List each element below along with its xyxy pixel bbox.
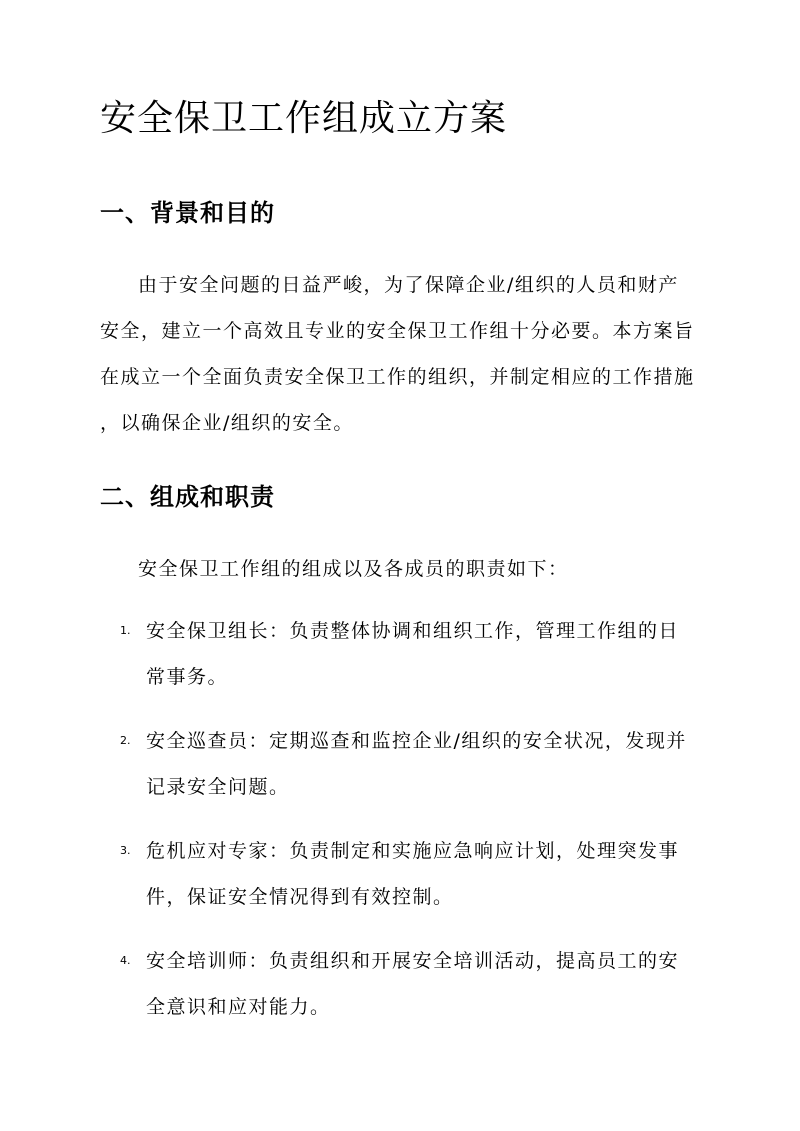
list-item-line: 安全保卫组长：负责整体协调和组织工作，管理工作组的日 [146, 620, 680, 642]
list-number: 2. [120, 734, 131, 747]
list-number: 4. [120, 954, 131, 967]
list-item [100, 718, 700, 810]
list-item-line: 危机应对专家：负责制定和实施应急响应计划，处理突发事 [146, 840, 680, 862]
list-item-line: 安全培训师：负责组织和开展安全培训活动，提高员工的安 [146, 950, 680, 972]
document-title: 安全保卫工作组成立方案 [100, 98, 508, 139]
list-item [100, 608, 700, 700]
list-item-line: 记录安全问题。 [146, 776, 290, 798]
paragraph-line: 由于安全问题的日益严峻，为了保障企业/组织的人员和财产 [138, 274, 679, 296]
list-item [100, 828, 700, 920]
section-heading-composition: 二、组成和职责 [100, 483, 275, 511]
paragraph-line: 安全，建立一个高效且专业的安全保卫工作组十分必要。本方案旨 [100, 320, 695, 342]
intro-line: 安全保卫工作组的组成以及各成员的职责如下： [138, 558, 569, 580]
list-number: 3. [120, 844, 131, 857]
list-item-line: 件，保证安全情况得到有效控制。 [146, 886, 454, 908]
section-heading-background: 一、背景和目的 [100, 199, 275, 227]
list-item [100, 938, 700, 1030]
list-item-line: 常事务。 [146, 666, 229, 688]
paragraph-line: 在成立一个全面负责安全保卫工作的组织，并制定相应的工作措施 [100, 366, 695, 388]
list-item-line: 安全巡查员：定期巡查和监控企业/组织的安全状况，发现并 [146, 730, 687, 752]
paragraph-line: ，以确保企业/组织的安全。 [100, 412, 354, 434]
list-item-line: 全意识和应对能力。 [146, 996, 331, 1018]
background-paragraph [100, 262, 700, 446]
list-number: 1. [120, 624, 131, 637]
composition-intro [100, 546, 700, 592]
